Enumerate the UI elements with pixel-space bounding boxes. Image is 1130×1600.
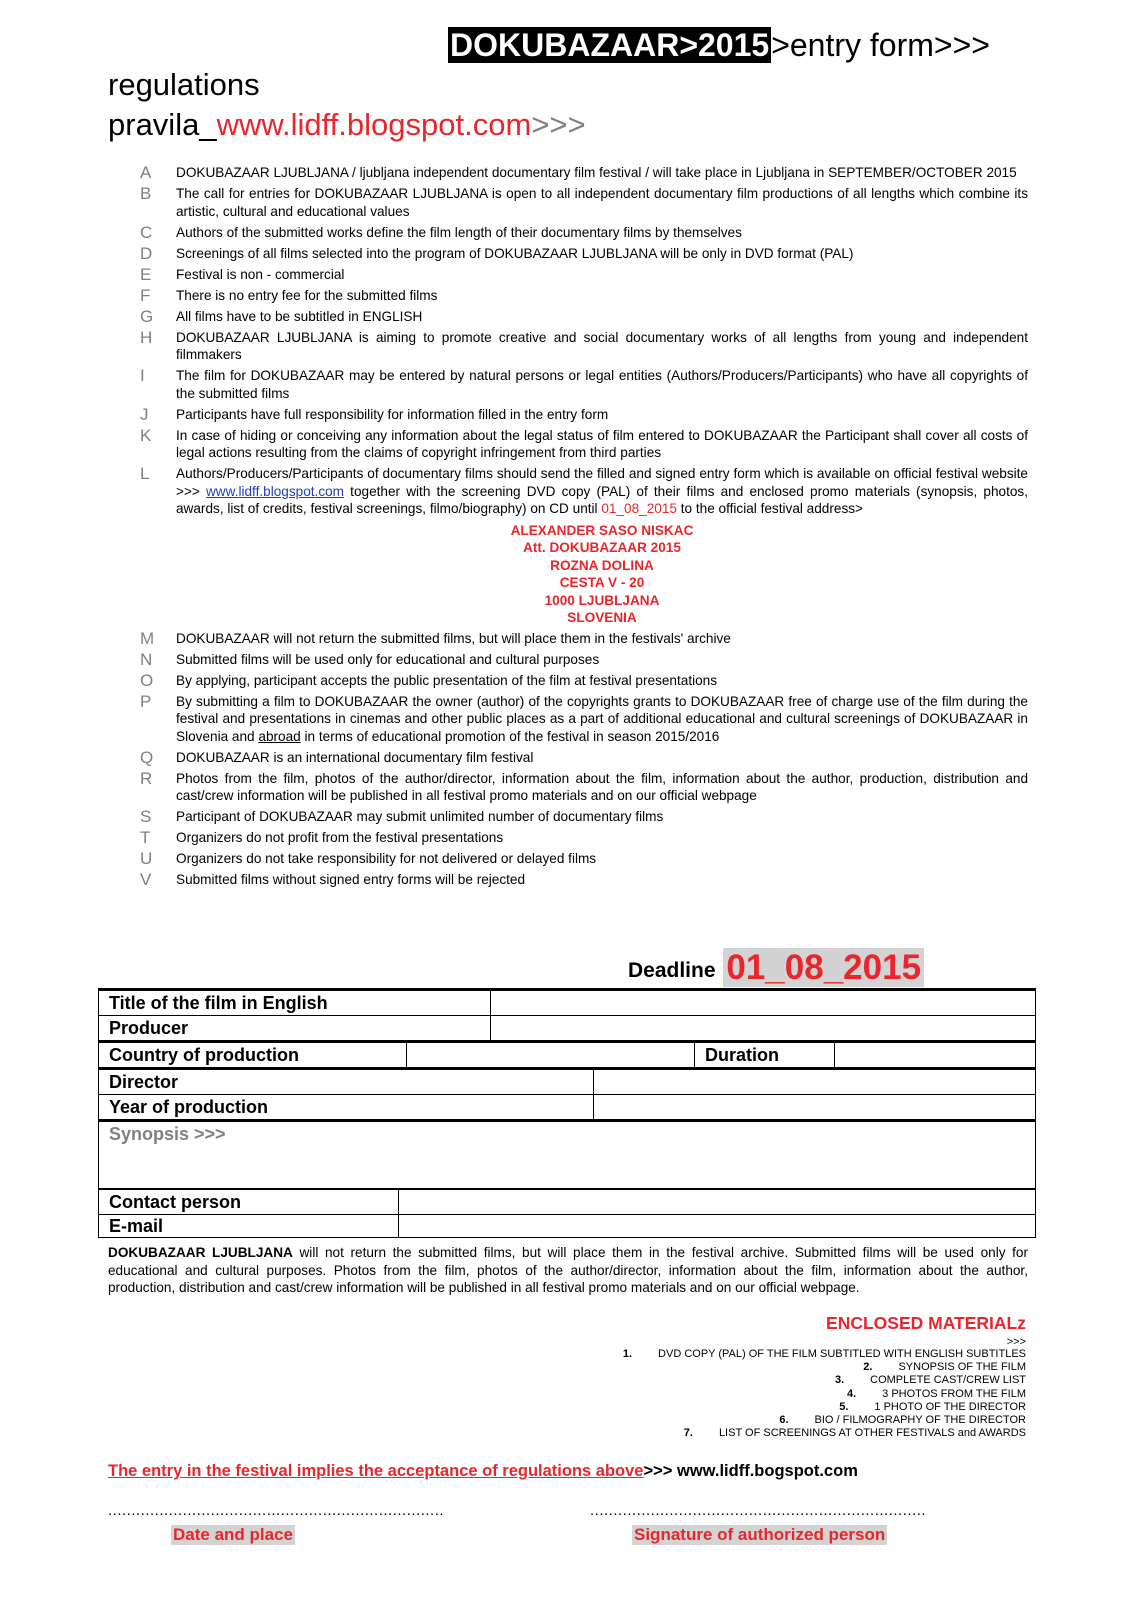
rule-letter: T: [140, 828, 151, 847]
rule-text: Participant of DOKUBAZAAR may submit unlimited number of documentary films: [176, 809, 664, 824]
entry-form-table: [98, 988, 1036, 1238]
enclosed-item: [623, 1374, 1026, 1387]
enclosed-item-number: 6.: [779, 1414, 789, 1427]
country-field[interactable]: [407, 1043, 695, 1067]
rule-text: [176, 693, 1028, 746]
deadline: [628, 948, 924, 988]
acceptance-link[interactable]: The entry in the festival implies the acceptance of regulations above: [108, 1462, 644, 1480]
rule-p-part2: in terms of educational promotion of the festival in season 2015/2016: [300, 728, 720, 744]
synopsis-label: Synopsis >>>: [109, 1124, 226, 1144]
enclosed-title: ENCLOSED MATERIALz: [826, 1313, 1026, 1333]
rule-letter: U: [140, 849, 153, 868]
rule-letter: D: [140, 243, 153, 263]
rule-item-t: [140, 829, 1028, 847]
enclosed-item: [623, 1427, 1026, 1440]
header-arrows: >>>: [531, 107, 586, 142]
contact-label: Contact person: [99, 1190, 399, 1214]
rule-text: There is no entry fee for the submitted films: [176, 287, 438, 303]
rule-item-p: [140, 693, 1028, 746]
rule-text: Photos from the film, photos of the author/director, information about the film, information about the author, production, distribution and cast/crew information will be published in all festival promo materials and on our official webpage: [176, 770, 1028, 803]
regulations-list: [140, 164, 1028, 892]
rule-l-part1: Authors/Producers/Participants of documentary films should send the filled and signed entry form which is available on official festival website >>>: [176, 466, 1028, 499]
rule-item-b: [140, 185, 1028, 220]
rule-website-link[interactable]: www.lidff.blogspot.com: [205, 483, 344, 499]
rule-letter: E: [140, 264, 152, 284]
address-line: SLOVENIA: [567, 610, 637, 625]
enclosed-item: [623, 1401, 1026, 1414]
notice-text: will not return the submitted films, but will place them in the festival archive. Submitted films will be used only for educational and cultural purposes. Photos from the film, photos of the author/director, information about the film, information about the author, production, distribution and cast/crew information will be published in all festival promo materials and on our official webpage.: [108, 1245, 1028, 1295]
date-place-label: Date and place: [173, 1525, 293, 1544]
email-field[interactable]: [399, 1215, 1035, 1237]
enclosed-item: [623, 1361, 1026, 1374]
director-field[interactable]: [594, 1070, 1035, 1094]
rule-text: [176, 465, 1028, 518]
rule-item-a: [140, 164, 1028, 182]
address-line: ROZNA DOLINA: [550, 557, 654, 573]
rule-text: Authors of the submitted works define the film length of their documentary films by themselves: [176, 224, 742, 240]
enclosed-item-text: 1 PHOTO OF THE DIRECTOR: [874, 1400, 1026, 1413]
rule-letter: H: [140, 327, 153, 347]
signature-line[interactable]: ........................................................................: [590, 1502, 927, 1519]
rule-text: All films have to be subtitled in ENGLISH: [176, 308, 423, 324]
director-label: Director: [99, 1070, 594, 1094]
rule-item-j: [140, 406, 1028, 424]
rule-text: Submitted films will be used only for educational and cultural purposes: [176, 651, 600, 667]
rule-item-m: [140, 630, 1028, 648]
rule-text: The film for DOKUBAZAAR may be entered by natural persons or legal entities (Authors/Producers/Participants) who have all copyrights of the submitted films: [176, 368, 1028, 401]
rule-letter: F: [140, 285, 151, 305]
rule-letter: Q: [140, 747, 154, 767]
enclosed-item: [623, 1414, 1026, 1427]
rule-p-underlined: abroad: [258, 728, 301, 744]
rule-letter: C: [140, 222, 153, 242]
form-row-synopsis[interactable]: [98, 1120, 1036, 1190]
rule-item-s: [140, 808, 1028, 826]
rule-item-o: [140, 672, 1028, 690]
title-field[interactable]: [491, 991, 1035, 1015]
address-line: ALEXANDER SASO NISKAC: [510, 522, 694, 538]
rule-letter: N: [140, 649, 153, 669]
rule-text: DOKUBAZAAR LJUBLJANA is aiming to promote creative and social documentary works of all lengths from young and independent filmmakers: [176, 329, 1028, 362]
enclosed-item-text: 3 PHOTOS FROM THE FILM: [882, 1387, 1026, 1400]
enclosed-item-number: 1.: [622, 1348, 633, 1360]
form-row-contact: [98, 1190, 1036, 1215]
year-label: Year of production: [99, 1095, 594, 1119]
rule-item-l: [140, 465, 1028, 518]
rule-letter: K: [140, 425, 152, 445]
deadline-label: Deadline: [628, 959, 722, 982]
rule-l-part2: together with the screening DVD copy (PAL) of their films and enclosed promo materials (synopsis, photos, awards, list of credits, festival screenings, filmo/biography) on CD until: [176, 483, 1028, 516]
rule-l-part3: to the official festival address>: [676, 501, 863, 516]
duration-field[interactable]: [835, 1043, 1035, 1067]
rule-item-v: [140, 871, 1028, 889]
form-row-director: [98, 1068, 1036, 1095]
year-field[interactable]: [594, 1095, 1035, 1119]
pravila-heading: [108, 106, 586, 144]
regulations-heading: regulations: [108, 67, 260, 102]
title-label: Title of the film in English: [99, 991, 491, 1015]
rule-item-d: [140, 245, 1028, 263]
enclosed-item-text: LIST OF SCREENINGS AT OTHER FESTIVALS and AWARDS: [718, 1427, 1026, 1440]
rule-item-i: [140, 367, 1028, 402]
address-line: CESTA V - 20: [559, 575, 645, 590]
rule-letter: V: [140, 870, 152, 889]
rule-text: Organizers do not profit from the festival presentations: [176, 830, 504, 845]
signature-label: Signature of authorized person: [634, 1525, 886, 1544]
enclosed-item-text: SYNOPSIS OF THE FILM: [898, 1361, 1026, 1374]
rule-letter: P: [140, 691, 152, 711]
rule-text: Screenings of all films selected into the program of DOKUBAZAAR LJUBLJANA will be only in DVD format (PAL): [176, 245, 854, 261]
rule-text: By applying, participant accepts the public presentation of the film at festival presentations: [176, 672, 718, 688]
rule-letter: A: [140, 163, 152, 182]
pravila-label: pravila_: [108, 107, 217, 142]
form-row-title: [98, 988, 1036, 1016]
enclosed-item-number: 5.: [839, 1400, 849, 1413]
form-row-producer: [98, 1016, 1036, 1041]
rule-l-date: 01_08_2015: [601, 501, 677, 516]
enclosed-arrows: >>>: [1006, 1336, 1026, 1348]
rule-letter: O: [140, 670, 154, 690]
rule-text: DOKUBAZAAR will not return the submitted films, but will place them in the festivals' archive: [176, 630, 731, 646]
rule-item-k: [140, 427, 1028, 462]
rule-letter: G: [140, 306, 154, 326]
notice-paragraph: [108, 1244, 1028, 1297]
rule-item-c: [140, 224, 1028, 242]
rule-item-r: [140, 770, 1028, 805]
festival-address: [140, 522, 1028, 627]
enclosed-item-number: 7.: [683, 1427, 693, 1440]
form-row-country: [98, 1041, 1036, 1068]
rule-letter: I: [140, 366, 145, 385]
website-link[interactable]: www.lidff.blogspot.com: [216, 107, 532, 142]
contact-field[interactable]: [399, 1190, 1035, 1214]
duration-label: Duration: [695, 1043, 835, 1067]
address-line: 1000 LJUBLJANA: [544, 592, 660, 608]
rule-letter: L: [140, 464, 150, 483]
notice-bold: DOKUBAZAAR LJUBLJANA: [108, 1245, 293, 1260]
rule-item-g: [140, 308, 1028, 326]
rule-item-u: [140, 850, 1028, 868]
rule-text: The call for entries for DOKUBAZAAR LJUBLJANA is open to all independent documentary film productions of all lengths which combine its artistic, cultural and educational values: [176, 186, 1028, 219]
enclosed-item-number: 4.: [846, 1387, 857, 1400]
rule-letter: R: [140, 768, 153, 788]
form-row-year: [98, 1095, 1036, 1120]
producer-field[interactable]: [491, 1016, 1035, 1040]
email-label: E-mail: [99, 1215, 399, 1237]
rule-letter: B: [140, 184, 152, 203]
enclosed-item: [623, 1348, 1026, 1361]
rule-p-part1: By submitting a film to DOKUBAZAAR the owner (author) of the copyrights grants to DOKUBAZAAR free of charge use of the film during the festival and presentations in cinemas and other public places as a part of additional educational and cultural screenings of DOKUBAZAAR in Slovenia and: [176, 693, 1028, 744]
rule-text: DOKUBAZAAR LJUBLJANA / ljubljana independent documentary film festival / will take place in Ljubljana in SEPTEMBER/OCTOBER 2015: [176, 165, 1017, 180]
rule-text: Participants have full responsibility for information filled in the entry form: [176, 406, 609, 422]
rule-text: In case of hiding or conceiving any information about the legal status of film entered to DOKUBAZAAR the Participant shall cover all costs of legal actions resulting from the claims of copyright infringement from third parties: [176, 427, 1028, 460]
rule-letter: J: [140, 404, 149, 424]
rule-letter: M: [140, 628, 155, 648]
enclosed-list: [623, 1348, 1026, 1440]
header-title: [448, 26, 990, 64]
enclosed-item-text: DVD COPY (PAL) OF THE FILM SUBTITLED WITH ENGLISH SUBTITLES: [658, 1348, 1026, 1360]
rule-text: DOKUBAZAAR is an international documentary film festival: [176, 749, 534, 765]
enclosed-item-number: 2.: [863, 1361, 873, 1374]
rule-letter: S: [140, 807, 152, 826]
rule-item-h: [140, 329, 1028, 364]
acceptance-line: [108, 1462, 858, 1481]
rule-item-n: [140, 651, 1028, 669]
brand-label: DOKUBAZAAR>2015: [450, 27, 770, 63]
acceptance-rest: >>> www.lidff.bogspot.com: [643, 1462, 858, 1480]
rule-item-f: [140, 287, 1028, 305]
address-line: Att. DOKUBAZAAR 2015: [523, 540, 681, 555]
rule-item-e: [140, 266, 1028, 284]
form-row-email: [98, 1215, 1036, 1238]
entry-form-label: >entry form>>>: [771, 27, 990, 63]
enclosed-item-text: COMPLETE CAST/CREW LIST: [870, 1374, 1026, 1387]
rule-text: Festival is non - commercial: [176, 266, 345, 282]
enclosed-item-number: 3.: [834, 1374, 845, 1387]
producer-label: Producer: [99, 1016, 491, 1040]
rule-text: Submitted films without signed entry forms will be rejected: [176, 872, 526, 887]
deadline-date: 01_08_2015: [723, 948, 924, 987]
rule-text: Organizers do not take responsibility for not delivered or delayed films: [176, 851, 597, 866]
enclosed-item-text: BIO / FILMOGRAPHY OF THE DIRECTOR: [814, 1414, 1026, 1427]
rule-item-q: [140, 749, 1028, 767]
country-label: Country of production: [99, 1043, 407, 1067]
date-place-line[interactable]: ........................................................................: [108, 1502, 445, 1519]
enclosed-item: [623, 1388, 1026, 1401]
